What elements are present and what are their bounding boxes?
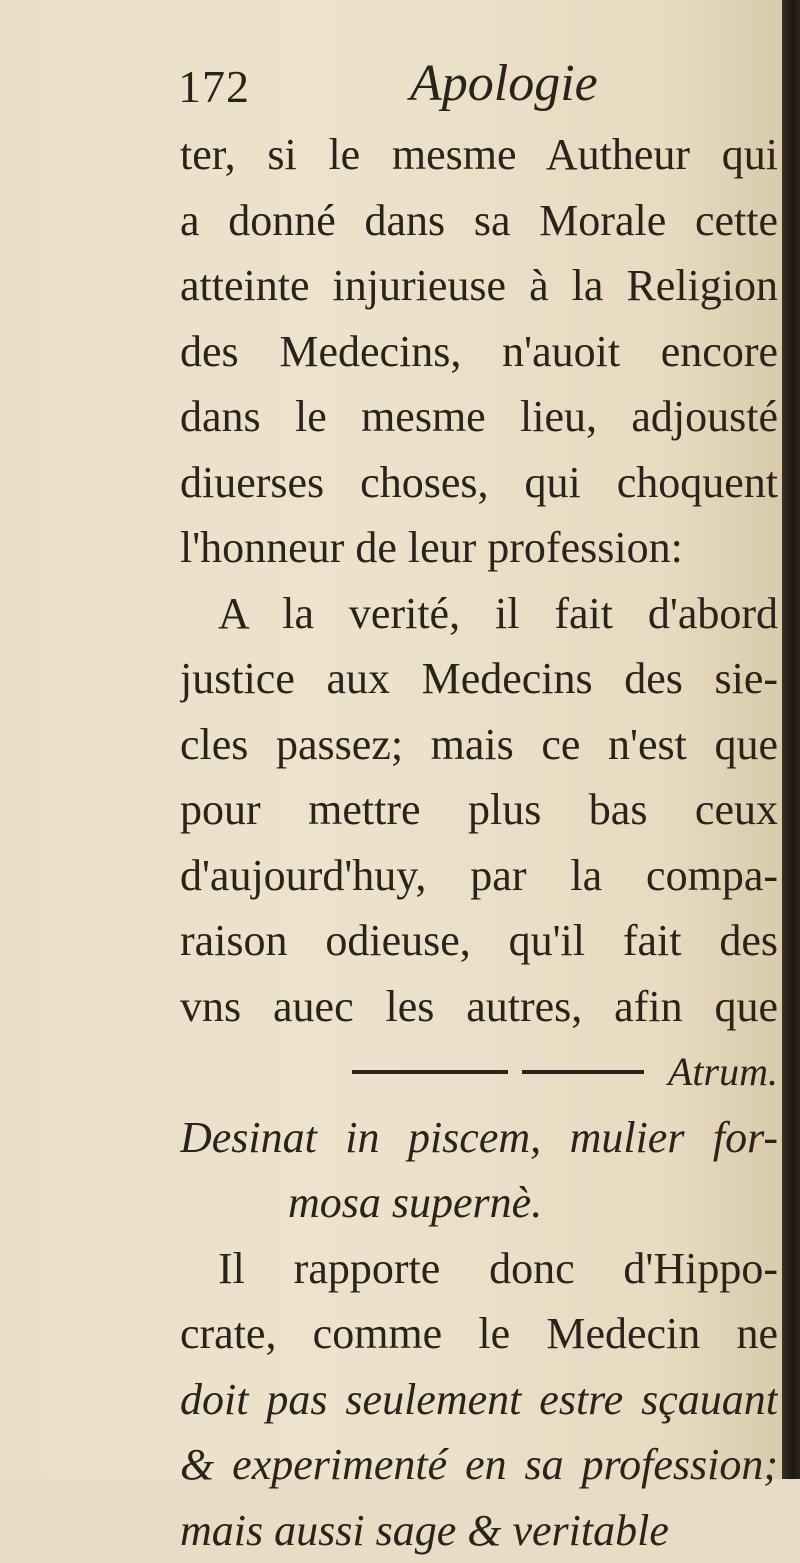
text-line: d'aujourd'huy, par la compa- xyxy=(180,843,778,909)
text-line: pour mettre plus bas ceux xyxy=(180,777,778,843)
text-line: doit pas seulement estre sçauant xyxy=(180,1367,778,1433)
text-line: atteinte injurieuse à la Religion xyxy=(180,253,778,319)
text-line: crate, comme le Medecin ne xyxy=(180,1301,778,1367)
page-number: 172 xyxy=(178,60,250,113)
text-line: mais aussi sage & veritable xyxy=(180,1498,778,1563)
quote-line: Desinat in piscem, mulier for- xyxy=(180,1105,778,1171)
text-line: & experimenté en sa profession; xyxy=(180,1432,778,1498)
text-line: cles passez; mais ce n'est que xyxy=(180,712,778,778)
text-line: a donné dans sa Morale cette xyxy=(180,188,778,254)
text-line: vns auec les autres, afin que xyxy=(180,974,778,1040)
text-block xyxy=(180,122,778,1563)
text-line: diuerses choses, qui choquent xyxy=(180,450,778,516)
rule-label: Atrum. xyxy=(668,1048,778,1095)
text-line: A la verité, il fait d'abord xyxy=(180,581,778,647)
text-line: raison odieuse, qu'il fait des xyxy=(180,908,778,974)
text-line: justice aux Medecins des sie- xyxy=(180,646,778,712)
text-line: Il rapporte donc d'Hippo- xyxy=(180,1236,778,1302)
text-line: ter, si le mesme Autheur qui xyxy=(180,122,778,188)
rule-dash xyxy=(352,1070,508,1074)
text-line: l'honneur de leur profession: xyxy=(180,515,778,581)
text-line: dans le mesme lieu, adjousté xyxy=(180,384,778,450)
running-head: Apologie xyxy=(410,54,598,113)
quote-line: mosa supernè. xyxy=(180,1170,778,1236)
text-line: des Medecins, n'auoit encore xyxy=(180,319,778,385)
rule-dash xyxy=(522,1070,644,1074)
book-spine-edge xyxy=(782,0,800,1479)
quote-rule xyxy=(180,1039,778,1105)
page-header xyxy=(178,60,758,120)
